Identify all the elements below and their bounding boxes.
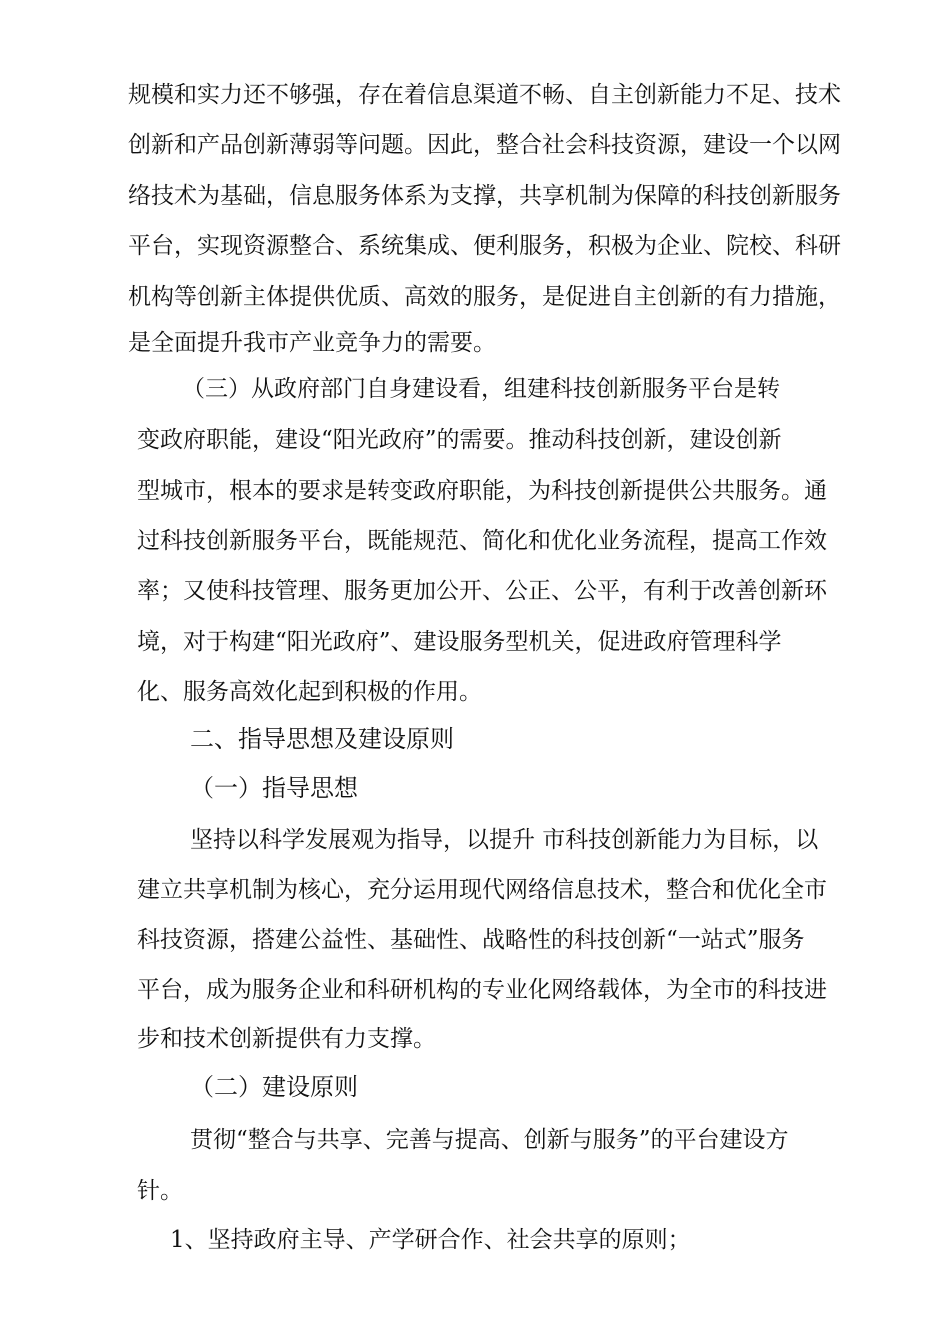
paragraph-line: 化、服务高效化起到积极的作用。: [137, 679, 482, 705]
paragraph-line: 针。: [137, 1178, 183, 1204]
paragraph-line: 科技资源，搭建公益性、基础性、战略性的科技创新“一站式”服务: [137, 927, 805, 953]
paragraph-line: 率；又使科技管理、服务更加公开、公正、公平，有利于改善创新环: [137, 578, 827, 604]
paragraph-line: 坚持以科学发展观为指导，以提升 市科技创新能力为目标，以: [190, 827, 819, 853]
paragraph-line: 型城市，根本的要求是转变政府职能，为科技创新提供公共服务。通: [137, 478, 827, 504]
paragraph-line: 步和技术创新提供有力支撑。: [137, 1026, 436, 1052]
paragraph-line: 平台，成为服务企业和科研机构的专业化网络载体，为全市的科技进: [137, 977, 827, 1003]
subsection-heading: （二）建设原则: [190, 1073, 358, 1101]
subsection-heading: （一）指导思想: [190, 774, 358, 802]
paragraph-line: 变政府职能，建设“阳光政府”的需要。推动科技创新，建设创新: [137, 427, 782, 453]
paragraph-line: 过科技创新服务平台，既能规范、简化和优化业务流程，提高工作效: [137, 528, 827, 554]
section-heading: 二、指导思想及建设原则: [190, 725, 454, 753]
paragraph-line: 规模和实力还不够强，存在着信息渠道不畅、自主创新能力不足、技术: [128, 82, 841, 108]
paragraph-line: 创新和产品创新薄弱等问题。因此，整合社会科技资源，建设一个以网: [128, 132, 841, 158]
paragraph-line: 机构等创新主体提供优质、高效的服务，是促进自主创新的有力措施，: [128, 284, 841, 310]
paragraph-line: 络技术为基础，信息服务体系为支撑，共享机制为保障的科技创新服务: [128, 183, 841, 209]
paragraph-line: （三）从政府部门自身建设看，组建科技创新服务平台是转: [182, 376, 780, 402]
list-item: 1、坚持政府主导、产学研合作、社会共享的原则；: [170, 1227, 691, 1253]
paragraph-line: 境，对于构建“阳光政府”、建设服务型机关，促进政府管理科学: [137, 629, 782, 655]
paragraph-line: 是全面提升我市产业竞争力的需要。: [128, 330, 496, 356]
paragraph-line: 平台，实现资源整合、系统集成、便利服务，积极为企业、院校、科研: [128, 233, 841, 259]
paragraph-line: 贯彻“整合与共享、完善与提高、创新与服务”的平台建设方: [190, 1127, 789, 1153]
paragraph-line: 建立共享机制为核心，充分运用现代网络信息技术，整合和优化全市: [137, 877, 827, 903]
